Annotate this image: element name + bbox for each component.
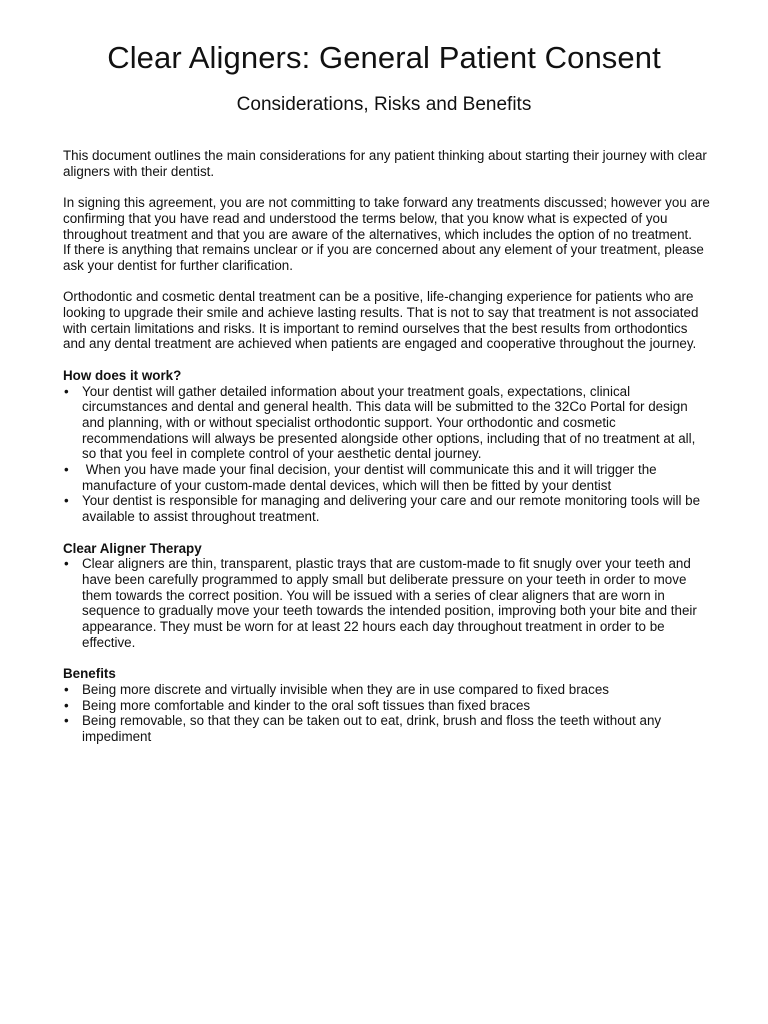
bullet-icon: • <box>64 462 69 478</box>
document-subtitle: Considerations, Risks and Benefits <box>236 94 532 115</box>
bullet-icon: • <box>64 681 69 697</box>
list-item <box>63 462 711 493</box>
list-item-text: Being more comfortable and kinder to the oral soft tissues than fixed braces <box>82 697 531 713</box>
paragraph-spacer <box>63 352 711 368</box>
benefits-list <box>63 682 711 745</box>
intro-paragraph: This document outlines the main considerations for any patient thinking about starting their journey with clear aligners with their dentist. <box>63 148 707 179</box>
list-item-text: Your dentist is responsible for managing and delivering your care and our remote monitoring tools will be available to assist throughout treatment. <box>82 493 701 525</box>
how-it-works-list <box>63 384 711 525</box>
section-heading-how-it-works: How does it work? <box>63 367 182 383</box>
list-item <box>63 682 711 698</box>
intro-paragraph: Orthodontic and cosmetic dental treatment can be a positive, life-changing experience for patients who are looking to upgrade their smile and achieve lasting results. That is not to say that treatment is not associated with certain limitations and risks. It is important to remind ourselves that the best results from orthodontics and any dental treatment are achieved when patients are engaged and cooperative throughout the journey. <box>63 289 699 352</box>
list-item-text: Being more discrete and virtually invisible when they are in use compared to fixed braces <box>82 681 609 697</box>
list-item <box>63 556 711 650</box>
bullet-icon: • <box>64 697 69 713</box>
clear-aligner-therapy-list <box>63 556 711 650</box>
list-item <box>63 698 711 714</box>
list-item <box>63 384 711 463</box>
list-item <box>63 713 711 744</box>
document-body <box>63 148 711 745</box>
bullet-icon: • <box>64 556 69 572</box>
section-heading-clear-aligner-therapy: Clear Aligner Therapy <box>63 540 202 556</box>
bullet-icon: • <box>64 713 69 729</box>
intro-paragraph: If there is anything that remains unclear or if you are concerned about any element of your treatment, please ask your dentist for further clarification. <box>63 242 704 273</box>
list-item-text: Clear aligners are thin, transparent, plastic trays that are custom-made to fit snugly over your teeth and have been carefully programmed to apply small but deliberate pressure on your teeth in order to move them towards the correct position. You will be issued with a series of clear aligners that are worn in sequence to gradually move your teeth towards the intended position, improving both your bite and their appearance. They must be worn for at least 22 hours each day throughout treatment in order to be effective. <box>82 556 697 650</box>
list-item-text: When you have made your final decision, your dentist will communicate this and it will trigger the manufacture of your custom-made dental devices, which will then be fitted by your dentist <box>82 462 661 493</box>
intro-paragraph: In signing this agreement, you are not committing to take forward any treatments discussed; however you are confirming that you have read and understood the terms below, that you know what is expected of you throughout treatment and that you are aware of the alternatives, which includes the option of no treatment. <box>63 195 710 242</box>
section-heading-benefits: Benefits <box>63 666 116 682</box>
list-item <box>63 493 711 524</box>
paragraph-spacer <box>63 274 711 290</box>
list-item-text: Being removable, so that they can be taken out to eat, drink, brush and floss the teeth without any impediment <box>82 713 662 744</box>
paragraph-spacer <box>63 525 711 541</box>
paragraph-spacer <box>63 179 711 195</box>
paragraph-spacer <box>63 650 711 666</box>
document-title: Clear Aligners: General Patient Consent <box>107 40 661 75</box>
list-item-text: Your dentist will gather detailed information about your treatment goals, expectations, clinical circumstances and dental and general health. This data will be submitted to the 32Co Portal for design and planning, with or without specialist orthodontic support. Your orthodontic and cosmetic recommendations will always be presented alongside other options, including that of no treatment at all, so that you feel in complete control of your aesthetic dental journey. <box>82 383 696 462</box>
bullet-icon: • <box>64 383 69 399</box>
bullet-icon: • <box>64 493 69 509</box>
